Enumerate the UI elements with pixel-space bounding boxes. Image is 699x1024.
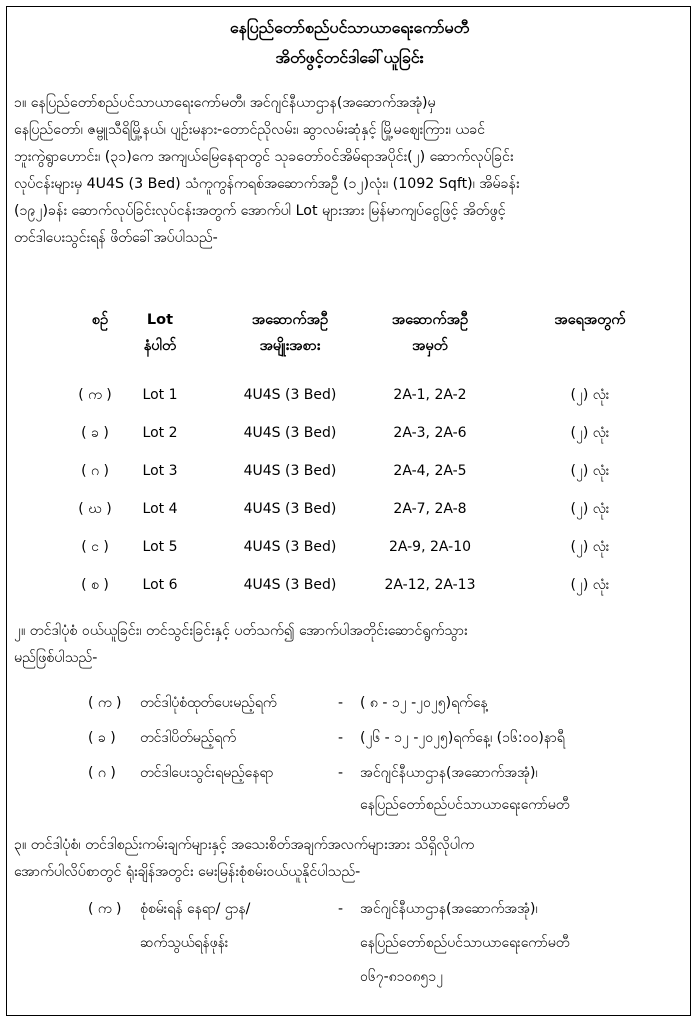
- notice-title-line1: နေပြည်တော်စည်ပင်သာယာရေးကော်မတီ: [229, 18, 470, 37]
- item-value: ( ၈ - ၁၂ -၂၀၂၅)ရက်နေ့: [360, 695, 488, 711]
- row-type: 4U4S (3 Bed): [243, 425, 337, 441]
- item-phone: ၀၆၇-၈၁၀၈၅၁၂: [360, 969, 444, 985]
- row-lot: Lot 5: [142, 539, 178, 555]
- row-number: 2A-12, 2A-13: [384, 577, 476, 593]
- section-1-line: ဘူးကွဲရွာဟောင်း၊ (၃၁)ကေ အကျယ်မြေနေရာတွင် သုခတော်ဝင်အိမ်ရာအပိုင်း(၂) ဆောက်လုပ်ခြင်း: [14, 149, 514, 165]
- row-no: ( က ): [78, 387, 112, 403]
- notice-title-line2: အိတ်ဖွင့်တင်ဒါခေါ်ယူခြင်း: [275, 48, 424, 67]
- section-2-line: မည်ဖြစ်ပါသည်-: [14, 650, 98, 666]
- item-marker: ( ခ ): [88, 730, 116, 746]
- table-row: [0, 456, 699, 486]
- row-qty: (၂) လုံး: [570, 463, 610, 479]
- row-number: 2A-7, 2A-8: [393, 501, 467, 517]
- row-number: 2A-1, 2A-2: [393, 387, 467, 403]
- row-no: ( စ ): [81, 577, 109, 593]
- item-label: တင်ဒါပုံစံထုတ်ပေးမည့်ရက်: [140, 695, 277, 711]
- section-1-line: တင်ဒါပေးသွင်းရန် ဖိတ်ခေါ်အပ်ပါသည်-: [14, 230, 218, 246]
- section-2-paragraph: [14, 618, 682, 672]
- table-row: [0, 570, 699, 600]
- row-type: 4U4S (3 Bed): [243, 387, 337, 403]
- row-type: 4U4S (3 Bed): [243, 539, 337, 555]
- item-value: နေပြည်တော်စည်ပင်သာယာရေးကော်မတီ: [360, 935, 570, 951]
- item-dash: -: [338, 901, 344, 917]
- item-label: စုံစမ်းရန် နေရာ/ ဌာန/: [140, 901, 251, 917]
- item-value: အင်ဂျင်နီယာဌာန(အဆောက်အအုံ)၊: [360, 901, 538, 917]
- row-type: 4U4S (3 Bed): [243, 577, 337, 593]
- row-lot: Lot 6: [142, 577, 178, 593]
- row-qty: (၂) လုံး: [570, 387, 610, 403]
- row-number: 2A-9, 2A-10: [388, 539, 472, 555]
- item-marker: ( ဂ ): [88, 765, 116, 781]
- item-value2: နေပြည်တော်စည်ပင်သာယာရေးကော်မတီ: [360, 797, 570, 813]
- row-lot: Lot 3: [142, 463, 178, 479]
- section-1-line: နေပြည်တော်၊ ဇမ္ဗူသီရိမြို့နယ်၊ ပျဉ်းမနား-တောင်ညိုလမ်း၊ ဆွာလမ်းဆုံနှင့် မြို့မဈေးကြား၊ ယခင်: [14, 122, 486, 138]
- row-lot: Lot 4: [142, 501, 178, 517]
- row-no: ( ခ ): [81, 425, 109, 441]
- row-no: ( င ): [81, 539, 109, 555]
- row-lot: Lot 2: [142, 425, 178, 441]
- item-value: (၂၆ - ၁၂ -၂၀၂၅)ရက်နေ့၊ (၁၆:၀၀)နာရီ: [360, 730, 565, 746]
- section-1-line: (၁၉၂)ခန်း ဆောက်လုပ်ခြင်းလုပ်ငန်းအတွက် အောက်ပါ Lot များအား မြန်မာကျပ်ငွေဖြင့် အိတ်ဖွင့်: [14, 203, 506, 219]
- item-dash: -: [338, 765, 344, 781]
- table-header-building-type: အဆောက်အဦ အမျိုးအစား: [251, 312, 329, 354]
- table-header-quantity: အရေအတွက်: [554, 312, 626, 328]
- table-row: [0, 380, 699, 410]
- item-dash: -: [338, 695, 344, 711]
- section-3-line: ၃။ တင်ဒါပုံစံ၊ တင်ဒါစည်းကမ်းချက်များနှင့် အသေးစိတ်အချက်အလက်များအား သိရှိလိုပါက: [14, 837, 475, 853]
- section-3-paragraph: [14, 832, 682, 886]
- row-number: 2A-4, 2A-5: [393, 463, 467, 479]
- row-qty: (၂) လုံး: [570, 425, 610, 441]
- table-row: [0, 532, 699, 562]
- table-row: [0, 418, 699, 448]
- row-qty: (၂) လုံး: [570, 539, 610, 555]
- table-header-building-number: အဆောက်အဦ အမှတ်: [391, 312, 469, 354]
- section-1-line: လုပ်ငန်းများမှ 4U4S (3 Bed) သံကူကွန်ကရစ်အဆောက်အဦ (၁၂)လုံး၊ (1092 Sqft)၊ အိမ်ခန်း: [14, 176, 520, 192]
- row-qty: (၂) လုံး: [570, 501, 610, 517]
- section-1-paragraph: [14, 90, 682, 252]
- item-label: ဆက်သွယ်ရန်ဖုန်း: [140, 935, 229, 951]
- item-label: တင်ဒါပေးသွင်းရမည့်နေရာ: [140, 765, 274, 781]
- row-lot: Lot 1: [142, 387, 178, 403]
- table-header-no: စဉ်: [91, 312, 109, 328]
- row-number: 2A-3, 2A-6: [393, 425, 467, 441]
- section-2-line: ၂။ တင်ဒါပုံစံ ဝယ်ယူခြင်း၊ တင်သွင်းခြင်းနှင့် ပတ်သက်၍ အောက်ပါအတိုင်းဆောင်ရွက်သွား: [14, 623, 468, 639]
- item-marker: ( က ): [88, 901, 122, 917]
- row-no: ( ဃ ): [78, 501, 112, 517]
- item-marker: ( က ): [88, 695, 122, 711]
- item-value: အင်ဂျင်နီယာဌာန(အဆောက်အအုံ)၊: [360, 765, 538, 781]
- row-type: 4U4S (3 Bed): [243, 501, 337, 517]
- item-label: တင်ဒါပိတ်မည့်ရက်: [140, 730, 237, 746]
- table-row: [0, 494, 699, 524]
- row-type: 4U4S (3 Bed): [243, 463, 337, 479]
- item-dash: -: [338, 730, 344, 746]
- row-qty: (၂) လုံး: [570, 577, 610, 593]
- section-3-line: အောက်ပါလိပ်စာတွင် ရုံးချိန်အတွင်း မေးမြန်းစုံစမ်းဝယ်ယူနိုင်ပါသည်-: [14, 864, 361, 880]
- table-header-lot: Lot နံပါတ်: [143, 312, 177, 354]
- section-1-line: ၁။ နေပြည်တော်စည်ပင်သာယာရေးကော်မတီ၊ အင်ဂျင်နီယာဌာန(အဆောက်အအုံ)မှ: [14, 95, 436, 111]
- row-no: ( ဂ ): [81, 463, 109, 479]
